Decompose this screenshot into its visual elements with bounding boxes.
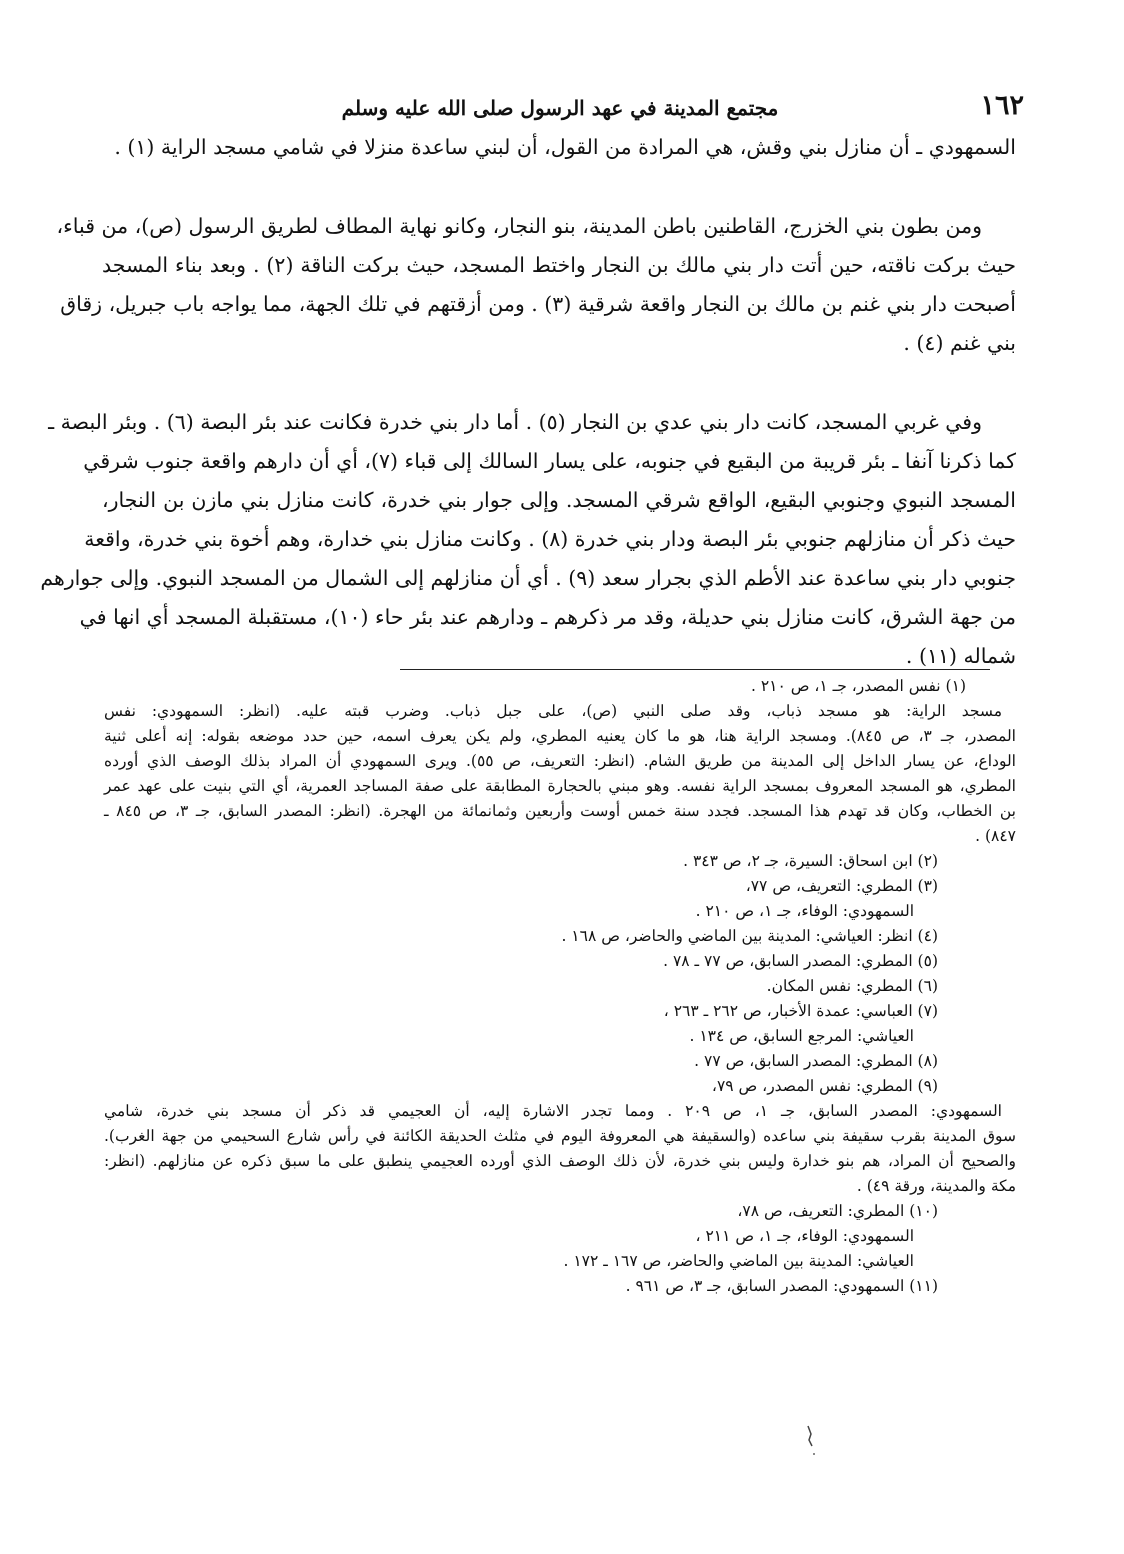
footnote-9-continuation: السمهودي: المصدر السابق، جـ ١، ص ٢٠٩ . ومما تجدر الاشارة إليه، أن العجيمي قد ذكر أن مسجد بني خدرة، شامي	[104, 1102, 1002, 1120]
paragraph-3-line: حيث ذكر أن منازلهم جنوبي بئر البصة ودار بني خدرة (٨) . وكانت منازل بني خدارة، وهم أخوة بني خدرة، واقعة	[84, 527, 1016, 551]
paragraph-3-line: من جهة الشرق، كانت منازل بني حديلة، وقد مر ذكرهم ـ ودارهم عند بئر حاء (١٠)، مستقبلة المسجد أي انها في	[79, 605, 1016, 629]
footnote-1-continuation: ٨٤٧) .	[975, 827, 1016, 845]
footnote-2: (٢) ابن اسحاق: السيرة، جـ ٢، ص ٣٤٣ .	[683, 852, 938, 870]
footnote-7: (٧) العباسي: عمدة الأخبار، ص ٢٦٢ ـ ٢٦٣ ،	[663, 1002, 938, 1020]
footnote-1-continuation: المطري، هو المسجد المعروف بمسجد الراية نفسه. وهو مبني بالحجارة المطابقة على صفة المساجد العمرية، أي التي بنيت على عهد عمر	[104, 777, 1016, 795]
paragraph-3-line: وفي غربي المسجد، كانت دار بني عدي بن النجار (٥) . أما دار بني خدرة فكانت عند بئر البصة (٦) . وبئر البصة ـ	[48, 410, 982, 434]
paragraph-3-line: كما ذكرنا آنفا ـ بئر قريبة من البقيع في جنوبه، على يسار السالك إلى قباء (٧)، أي أن دارهم واقعة جنوب شرقي	[83, 449, 1016, 473]
paragraph-2-line: ومن بطون بني الخزرج، القاطنين باطن المدينة، بنو النجار، وكانو نهاية المطاف لطريق الرسول (ص)، من قباء،	[56, 214, 982, 238]
scan-speck-mark	[800, 1420, 820, 1460]
footnote-7-secondary: العياشي: المرجع السابق، ص ١٣٤ .	[689, 1027, 914, 1045]
footnote-10-tertiary: العياشي: المدينة بين الماضي والحاضر، ص ١٦٧ ـ ١٧٢ .	[563, 1252, 914, 1270]
paragraph-3-line: شماله (١١) .	[905, 644, 1016, 668]
footnote-9: (٩) المطري: نفس المصدر، ص ٧٩،	[711, 1077, 938, 1095]
paragraph-gap	[102, 363, 1016, 403]
footnote-1-continuation: المصدر، جـ ٣، ص ٨٤٥). ومسجد الراية هنا، هو ما كان يعنيه المطري، ولم يكن يعرف اسمه، حين حدد موضعه بقوله: إنه أعلى ثنية	[104, 727, 1016, 745]
footnote-1-continuation: الوداع، عن يسار الداخل إلى المدينة من طريق الشام. (انظر: التعريف، ص ٥٥). ويرى السمهودي أن المراد بذلك الوصف الذي أورده	[104, 752, 1016, 770]
paragraph-2-line: حيث بركت ناقته، حين أتت دار بني مالك بن النجار واختط المسجد، حيث بركت الناقة (٢) . وبعد بناء المسجد	[102, 253, 1017, 277]
paragraph-2-line: أصبحت دار بني غنم بن مالك بن النجار واقعة شرقية (٣) . ومن أزقتهم في تلك الجهة، مما يواجه باب جبريل، زقاق	[60, 292, 1016, 316]
footnote-4: (٤) انظر: العياشي: المدينة بين الماضي والحاضر، ص ١٦٨ .	[561, 927, 938, 945]
paragraph-gap	[102, 167, 1016, 207]
footnote-6: (٦) المطري: نفس المكان.	[766, 977, 938, 995]
footnote-1-continuation: مسجد الراية: هو مسجد ذباب، وقد صلى النبي (ص)، على جبل ذباب. وضرب قبته عليه. (انظر: السمهودي: نفس	[104, 702, 1002, 720]
footnotes	[104, 674, 1016, 1299]
footnote-8: (٨) المطري: المصدر السابق، ص ٧٧ .	[694, 1052, 938, 1070]
page-number: ١٦٢	[980, 90, 1024, 121]
running-title: مجتمع المدينة في عهد الرسول صلى الله عليه وسلم	[341, 96, 779, 120]
page-header	[0, 90, 1124, 124]
paragraph-3-line: المسجد النبوي وجنوبي البقيع، الواقع شرقي المسجد. وإلى جوار بني خدرة، كانت منازل بني مازن بن النجار،	[102, 488, 1016, 512]
main-text	[40, 128, 1017, 676]
footnote-3-secondary: السمهودي: الوفاء، جـ ١، ص ٢١٠ .	[695, 902, 914, 920]
paragraph-3-line: جنوبي دار بني ساعدة عند الأطم الذي بجرار سعد (٩) . أي أن منازلهم إلى الشمال من المسجد النبوي. وإلى جوارهم	[40, 566, 1016, 590]
footnote-10: (١٠) المطري: التعريف، ص ٧٨،	[737, 1202, 938, 1220]
footnote-separator	[400, 669, 990, 670]
footnote-1-continuation: بن الخطاب، وكان قد تهدم هذا المسجد. فجدد سنة خمس أوست وأربعين وثمانمائة من الهجرة. (انظر: المصدر السابق، جـ ٣، ص ٨٤٥ ـ	[104, 802, 1016, 820]
footnote-10-secondary: السمهودي: الوفاء، جـ ١، ص ٢١١ ،	[695, 1227, 914, 1245]
footnote-9-continuation: سوق المدينة بقرب سقيفة بني ساعده (والسقيفة هي المعروفة اليوم في مثلث الحديقة الكائنة في رأس شارع السحيمي من جهة الغرب).	[104, 1127, 1016, 1145]
paragraph-1-line: السمهودي ـ أن منازل بني وقش، هي المرادة من القول، أن لبني ساعدة منزلا في شامي مسجد الراية (١) .	[114, 135, 1016, 159]
footnote-1: (١) نفس المصدر، جـ ١، ص ٢١٠ .	[750, 677, 966, 695]
footnote-9-continuation: مكة والمدينة، ورقة ٤٩) .	[856, 1177, 1016, 1195]
footnote-9-continuation: والصحيح أن المراد، هم بنو خدارة وليس بني خدرة، لأن ذلك الوصف الذي أورده العجيمي ينطبق على ما سبق ذكره عن منازلهم. (انظر:	[104, 1152, 1016, 1170]
footnote-3: (٣) المطري: التعريف، ص ٧٧،	[745, 877, 938, 895]
paragraph-2-line: بني غنم (٤) .	[903, 331, 1016, 355]
footnote-5: (٥) المطري: المصدر السابق، ص ٧٧ ـ ٧٨ .	[663, 952, 938, 970]
footnote-11: (١١) السمهودي: المصدر السابق، جـ ٣، ص ٩٦١ .	[625, 1277, 938, 1295]
